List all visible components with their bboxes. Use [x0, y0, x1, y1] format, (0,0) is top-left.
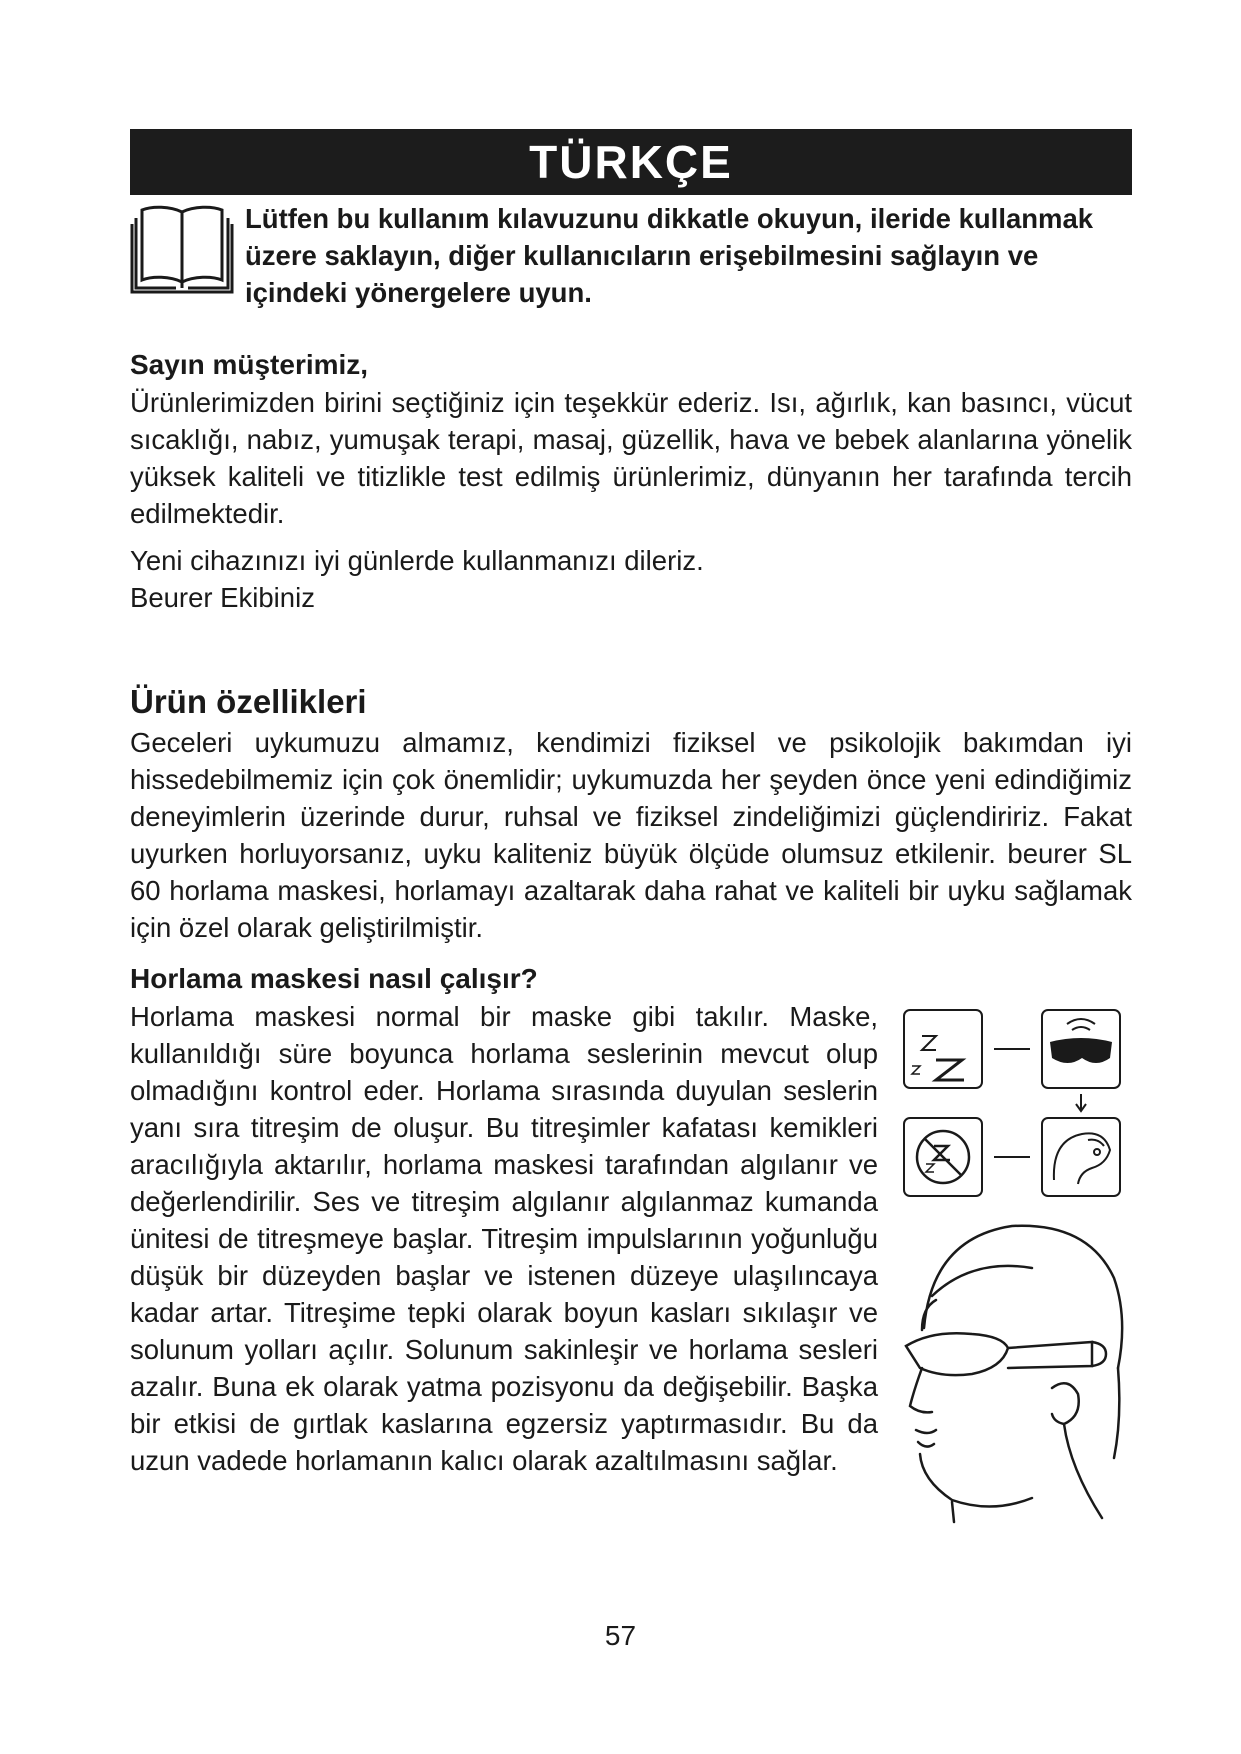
intro-text: Lütfen bu kullanım kılavuzunu dikkatle okuyun, ileride kullanmak üzere saklayın, diğer kullanıcıların erişebilmesini sağlayın ve içindeki yönergelere uyun.: [245, 203, 1094, 308]
greeting-title: Sayın müşterimiz,: [130, 349, 369, 380]
page-number: 57: [604, 1620, 637, 1651]
open-book-icon: [130, 204, 234, 296]
features-section: [130, 680, 1132, 946]
how-it-works-body: Horlama maskesi normal bir maske gibi takılır. Maske, kullanıldığı süre boyunca horlama seslerinin mevcut olup olmadığını kontrol eder. Horlama sırasında duyulan seslerin yanı sıra titreşim de oluşur. Bu titreşimler kafatası kemikleri aracılığıyla aktarılır, horlama maskesi tarafından algılanır ve değerlendirilir. Ses ve titreşim algılanır algılanmaz kumanda ünitesi de titreşmeye başlar. Titreşim impulslarının yoğunluğu düşük bir düzeyden başlar ve istenen düzeye ulaşılıncaya kadar artar. Titreşime tepki olarak boyun kasları sıkılaşır ve solunum yolları açılır. Solunum sakinleşir ve horlama sesleri azalır. Buna ek olarak yatma pozisyonu da değişebilir. Başka bir etkisi de gırtlak kaslarına egzersiz yaptırmasıdır. Bu da uzun vadede horlamanın kalıcı olarak azaltılmasını sağlar.: [130, 1001, 878, 1476]
function-diagram: [892, 1000, 1132, 1200]
greeting-signature: Beurer Ekibiniz: [130, 582, 315, 613]
greeting-closing: Yeni cihazınızı iyi günlerde kullanmanızı dileriz.: [130, 545, 704, 576]
read-instructions-notice: [130, 198, 1132, 318]
greeting-section: [130, 346, 1132, 616]
how-it-works-title: Horlama maskesi nasıl çalışır?: [130, 963, 538, 994]
greeting-body: Ürünlerimizden birini seçtiğiniz için teşekkür ederiz. Isı, ağırlık, kan basıncı, vücut sıcaklığı, nabız, yumuşak terapi, masaj, güzellik, hava ve bebek alanlarına yönelik yüksek kaliteli ve titizlikle test edilmiş ürünlerimiz, dünyanın her tarafında tercih edilmektedir.: [130, 387, 1132, 529]
snore-zzz-icon: [912, 1036, 964, 1080]
features-body: Geceleri uykumuzu almamız, kendimizi fiziksel ve psikolojik bakımdan iyi hissedebilmemiz için çok önemlidir; uykumuzda her şeyden önce yeni edindiğimiz deneyimlerin üzerinde durur, ruhsal ve fiziksel zindeliğimizi güçlendiririz. Fakat uyurken horluyorsanız, uyku kaliteniz büyük ölçüde olumsuz etkilenir. beurer SL 60 horlama maskesi, horlamayı azaltarak daha rahat ve kaliteli bir uyku sağlamak için özel olarak geliştirilmiştir.: [130, 727, 1132, 943]
no-snore-icon: [917, 1131, 969, 1183]
features-title: Ürün özellikleri: [130, 683, 367, 720]
sleep-mask-vibration-icon: [1050, 1019, 1112, 1063]
language-banner: TÜRKÇE: [130, 129, 1132, 195]
person-wearing-mask-illustration: [892, 1218, 1132, 1524]
throat-muscle-icon: [1054, 1133, 1110, 1184]
